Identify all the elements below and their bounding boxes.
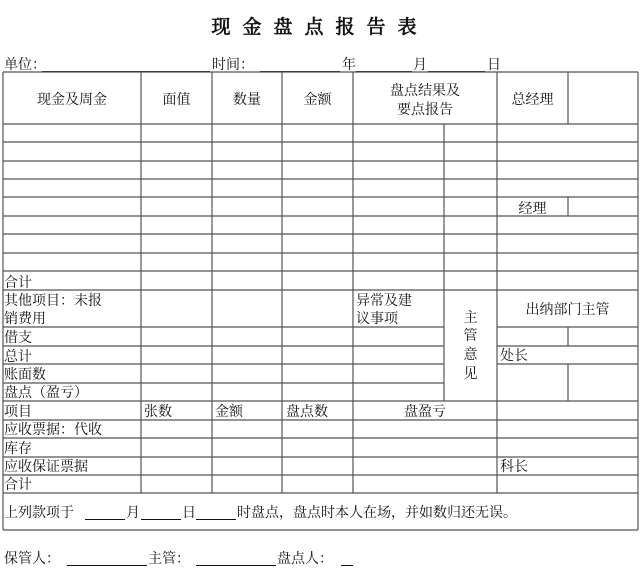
col-header-result-1: 盘点结果及 (390, 82, 460, 98)
row-other-2: 销费用 (4, 310, 46, 326)
row-total: 合计 (4, 274, 32, 290)
supervisor-field[interactable] (196, 565, 276, 566)
day-label: 日 (487, 56, 501, 72)
month-label: 月 (413, 56, 427, 72)
abnormal-label-1: 异常及建 (356, 292, 412, 308)
col-header-denomination: 面值 (162, 91, 191, 107)
time-label: 时间： (212, 56, 254, 72)
col-header-quantity: 数量 (233, 91, 261, 107)
unit-label: 单位： (4, 56, 46, 72)
col-header-cash: 现金及周金 (37, 91, 107, 107)
supervisor-opinion-1: 主 (463, 309, 478, 325)
statement-hour-field[interactable] (196, 519, 236, 520)
keeper-label: 保管人： (4, 550, 60, 566)
statement-day: 日 (182, 504, 196, 520)
section-chief-label: 科长 (500, 458, 528, 474)
supervisor-opinion-4: 见 (463, 365, 478, 381)
statement-month: 月 (126, 504, 140, 520)
keeper-field[interactable] (67, 565, 147, 566)
row-item: 项目 (4, 403, 32, 419)
general-manager-label: 总经理 (511, 91, 554, 107)
supervisor-opinion-3: 意 (463, 346, 478, 362)
row-guarantee: 应收保证票据 (4, 458, 88, 474)
abnormal-label-2: 议事项 (356, 310, 398, 326)
sub-header-count: 盘点数 (286, 403, 328, 419)
counter-field[interactable] (341, 565, 353, 566)
sub-header-sheets: 张数 (144, 403, 172, 419)
cashier-dept-head-label: 出纳部门主管 (525, 301, 610, 317)
statement-month-field[interactable] (85, 519, 125, 520)
sub-header-amount: 金额 (215, 403, 243, 419)
row-borrow: 借支 (4, 329, 32, 345)
division-chief-label: 处长 (500, 347, 528, 363)
sub-header-profit-loss: 盘盈亏 (404, 403, 446, 419)
counter-label: 盘点人： (277, 550, 333, 566)
manager-label: 经理 (518, 200, 547, 216)
row-grand-total: 总计 (4, 348, 32, 364)
row-total-2: 合计 (4, 476, 32, 492)
supervisor-opinion-2: 管 (463, 327, 478, 343)
year-label: 年 (342, 56, 356, 72)
row-count-diff: 盘点（盈亏） (4, 384, 88, 400)
col-header-result-2: 要点报告 (397, 101, 453, 117)
row-stock: 库存 (4, 440, 32, 456)
statement-day-field[interactable] (141, 519, 181, 520)
row-book: 账面数 (4, 366, 46, 382)
page-title: 现金盘点报告表 (211, 17, 429, 38)
statement-prefix: 上列款项于 (4, 504, 74, 520)
supervisor-label: 主管： (148, 550, 190, 566)
col-header-amount: 金额 (303, 91, 332, 107)
row-other-1: 其他项目：未报 (4, 292, 102, 308)
statement-suffix: 时盘点，盘点时本人在场，并如数归还无误。 (237, 504, 517, 520)
row-receivable: 应收票据：代收 (4, 421, 102, 437)
